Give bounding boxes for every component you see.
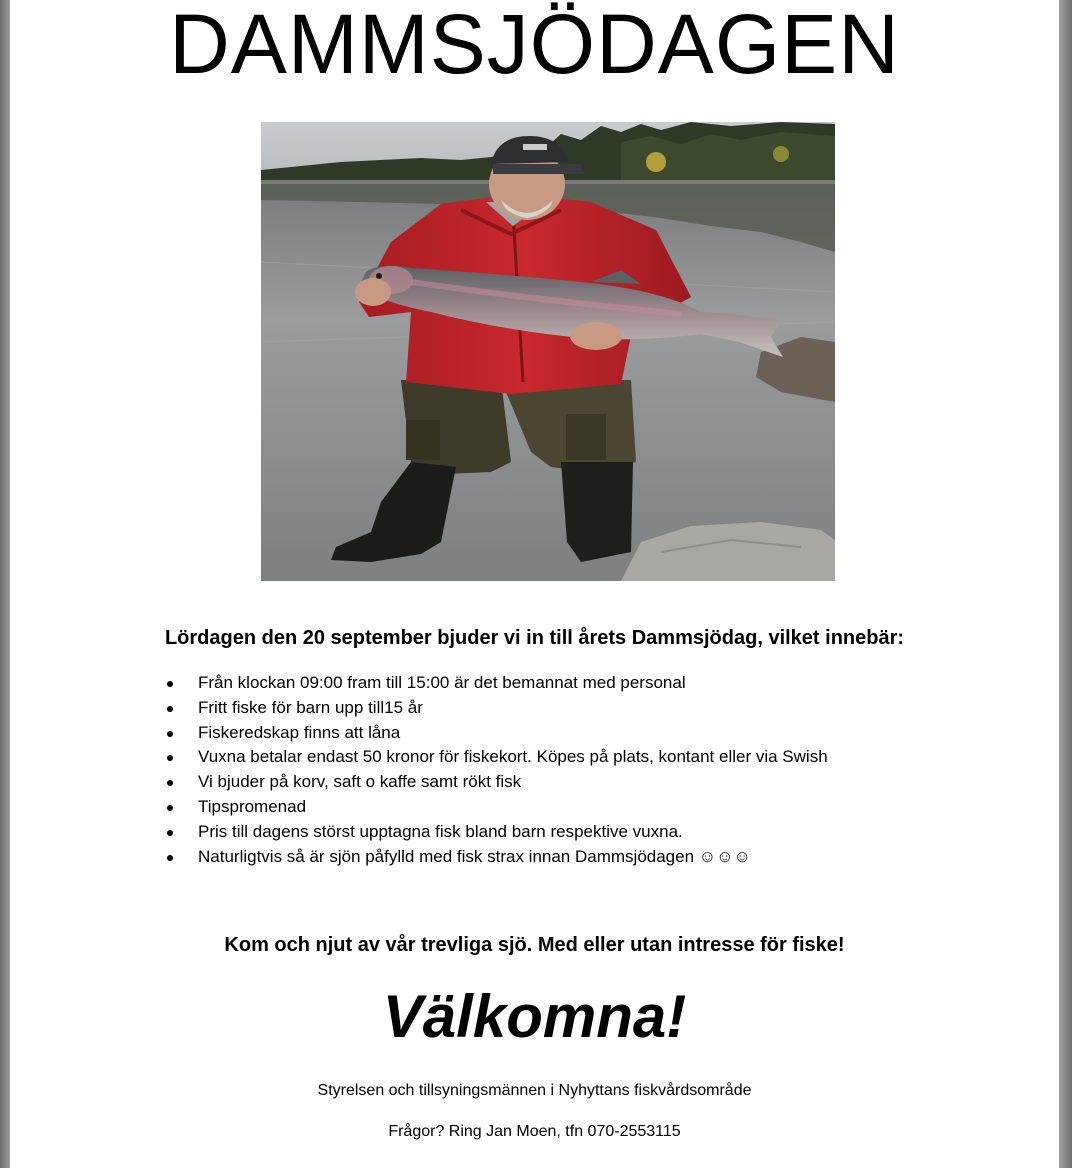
list-item-text: Naturligtvis så är sjön påfylld med fisk strax innan Dammsjödagen ☺☺☺ bbox=[198, 846, 751, 866]
welcome-heading: Välkomna! bbox=[382, 983, 687, 1050]
list-item-text: Från klockan 09:00 fram till 15:00 är det bemannat med personal bbox=[198, 673, 686, 692]
viewer-frame-right bbox=[1059, 0, 1072, 1168]
organizer-line: Styrelsen och tillsyningsmännen i Nyhyttans fiskvårdsområde bbox=[317, 1082, 752, 1099]
list-item-text: Vi bjuder på korv, saft o kaffe samt rökt fisk bbox=[198, 772, 522, 792]
list-item bbox=[160, 721, 960, 746]
poster-page bbox=[10, 0, 1059, 1168]
poster-title: DAMMSJÖDAGEN bbox=[169, 0, 900, 91]
bullet-icon bbox=[167, 681, 173, 687]
list-item bbox=[160, 745, 960, 770]
list-item-text: Tipspromenad bbox=[198, 796, 307, 816]
bullet-icon bbox=[167, 706, 173, 712]
list-item bbox=[160, 795, 960, 820]
list-item-text: Fritt fiske för barn upp till15 år bbox=[198, 697, 423, 717]
list-item bbox=[160, 820, 960, 845]
event-features-list bbox=[160, 671, 960, 869]
fisherman-photo bbox=[261, 122, 835, 581]
viewer-frame-left bbox=[0, 0, 10, 1168]
invitation-text: Kom och njut av vår trevliga sjö. Med eller utan intresse för fiske! bbox=[224, 934, 845, 956]
list-item bbox=[160, 696, 960, 721]
list-item bbox=[160, 671, 960, 696]
bullet-icon bbox=[167, 805, 173, 811]
bullet-icon bbox=[167, 731, 173, 737]
list-item bbox=[160, 845, 960, 870]
list-item-text: Vuxna betalar endast 50 kronor för fiskekort. Köpes på plats, kontant eller via Swish bbox=[198, 747, 828, 767]
list-item-text: Pris till dagens störst upptagna fisk bland barn respektive vuxna. bbox=[198, 821, 683, 841]
bullet-icon bbox=[167, 780, 173, 786]
list-item bbox=[160, 770, 960, 795]
event-intro: Lördagen den 20 september bjuder vi in till årets Dammsjödag, vilket innebär: bbox=[164, 627, 905, 649]
list-item-text: Fiskeredskap finns att låna bbox=[198, 722, 401, 742]
bullet-icon bbox=[167, 855, 173, 861]
contact-line: Frågor? Ring Jan Moen, tfn 070-2553115 bbox=[388, 1123, 681, 1140]
bullet-icon bbox=[167, 755, 173, 761]
bullet-icon bbox=[167, 830, 173, 836]
